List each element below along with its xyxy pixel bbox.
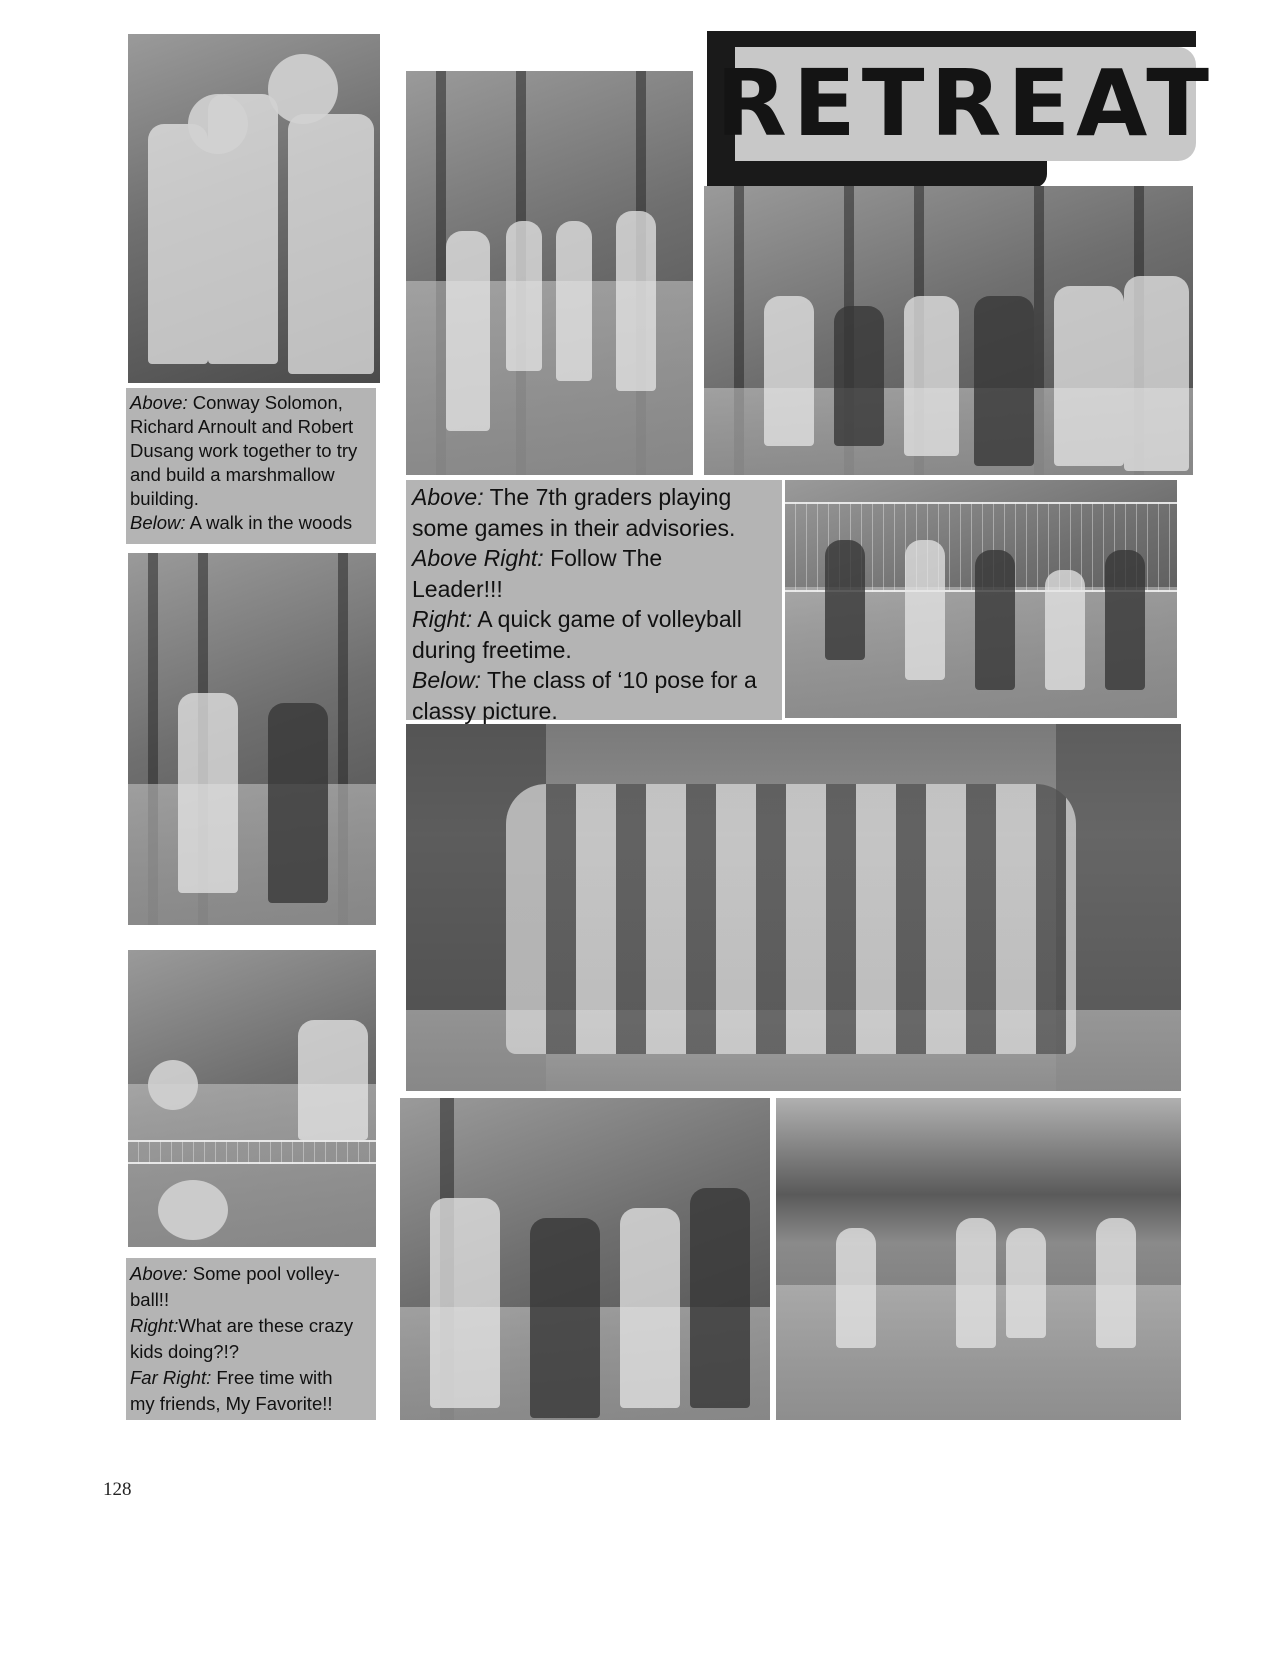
title-plate: [716, 47, 1215, 161]
title-frame-top: [707, 31, 1196, 47]
caption-bottom-left: Above: Some pool volley- ball!! Right:What are these crazy kids doing?!? Far Right: Free time with my friends, My Favorite!!: [126, 1258, 376, 1420]
photo-free-time-friends: [776, 1098, 1181, 1420]
caption-center: Above: The 7th graders playing some games in their advisories. Above Right: Follow The Leader!!! Right: A quick game of volleyball during freetime. Below: The class of ‘10 pose for a classy picture.: [406, 480, 782, 720]
title-frame-bottom: [707, 161, 1047, 188]
page-title: RETREAT: [716, 50, 1215, 157]
page-number: 128: [103, 1479, 132, 1500]
photo-pool-volleyball: [128, 950, 376, 1247]
photo-walk-in-woods: [128, 553, 376, 925]
photo-marshmallow-building: [128, 34, 380, 383]
photo-advisory-games: [406, 71, 693, 475]
photo-follow-the-leader: [704, 186, 1193, 475]
photo-crazy-kids: [400, 1098, 770, 1420]
retreat-title-banner: [707, 31, 1215, 188]
photo-volleyball-freetime: [785, 480, 1177, 718]
photo-class-group-picture: [406, 724, 1181, 1091]
caption-top-left: Above: Conway Solomon, Richard Arnoult and Robert Dusang work together to try and build a marshmallow building. Below: A walk in the woods: [126, 388, 376, 544]
